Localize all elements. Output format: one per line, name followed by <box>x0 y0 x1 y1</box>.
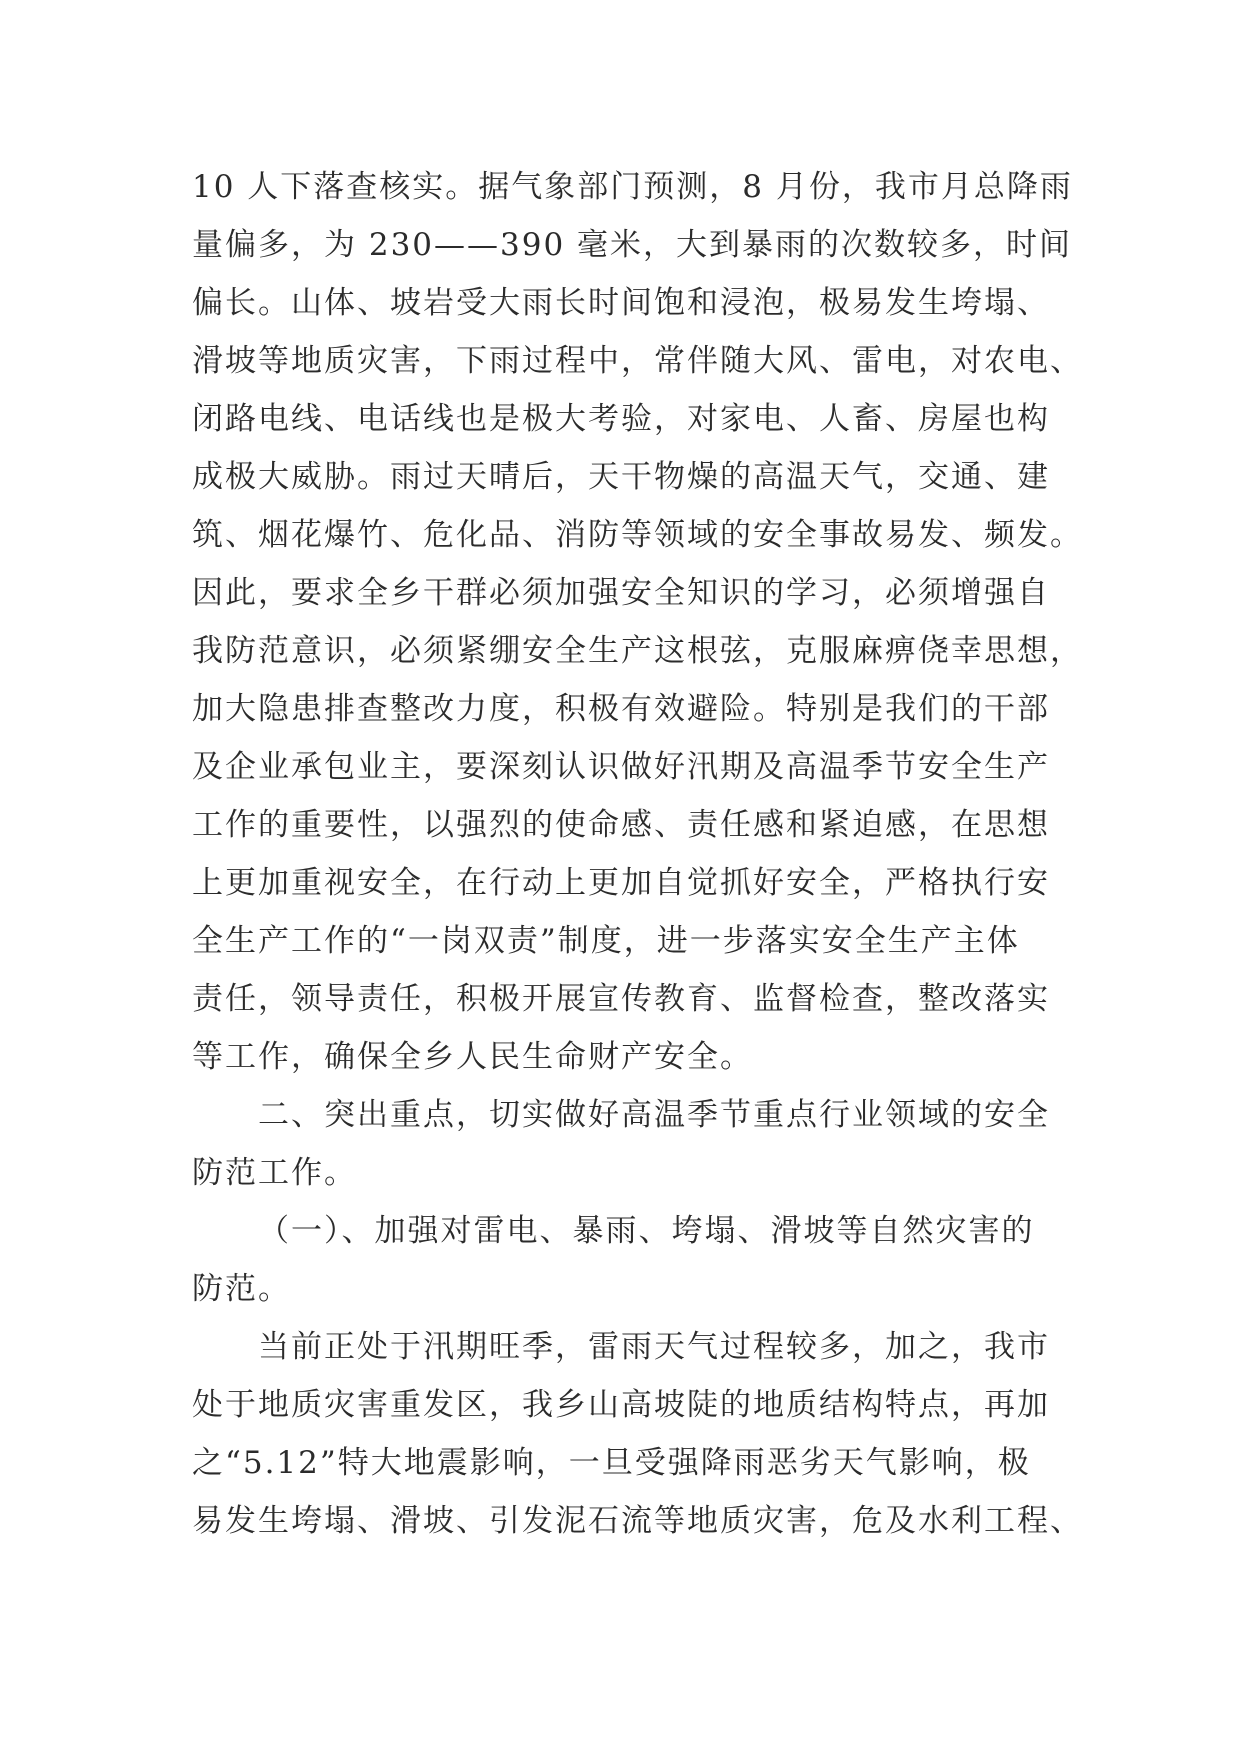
text-line: 上更加重视安全，在行动上更加自觉抓好安全，严格执行安 <box>192 865 1050 901</box>
text-line: 量偏多，为 230——390 毫米，大到暴雨的次数较多，时间 <box>192 227 1073 263</box>
body-text <box>192 158 1083 1550</box>
text-line: 因此，要求全乡干群必须加强安全知识的学习，必须增强自 <box>192 575 1050 611</box>
subsection-heading-line: （一）、加强对雷电、暴雨、垮塌、滑坡等自然灾害的 <box>258 1213 1035 1249</box>
text-line: 易发生垮塌、滑坡、引发泥石流等地质灾害，危及水利工程、 <box>192 1503 1083 1539</box>
text-line: 闭路电线、电话线也是极大考验，对家电、人畜、房屋也构 <box>192 401 1050 437</box>
subsection-heading <box>192 1202 1050 1318</box>
text-line: 加大隐患排查整改力度，积极有效避险。特别是我们的干部 <box>192 691 1050 727</box>
text-line: 成极大威胁。雨过天晴后，天干物燥的高温天气，交通、建 <box>192 459 1050 495</box>
paragraph-flood-season <box>192 1318 1083 1550</box>
subsection-heading-line: 防范。 <box>192 1271 291 1307</box>
text-line: 全生产工作的“一岗双责”制度，进一步落实安全生产主体 <box>192 923 1020 959</box>
section-heading <box>192 1086 1050 1202</box>
text-line: 滑坡等地质灾害，下雨过程中，常伴随大风、雷电，对农电、 <box>192 343 1083 379</box>
text-line: 我防范意识，必须紧绷安全生产这根弦，克服麻痹侥幸思想， <box>192 633 1083 669</box>
text-line: 工作的重要性，以强烈的使命感、责任感和紧迫感，在思想 <box>192 807 1050 843</box>
text-line: 及企业承包业主，要深刻认识做好汛期及高温季节安全生产 <box>192 749 1050 785</box>
text-line: 等工作，确保全乡人民生命财产安全。 <box>192 1039 753 1075</box>
section-heading-line: 防范工作。 <box>192 1155 357 1191</box>
section-heading-line: 二、突出重点，切实做好高温季节重点行业领域的安全 <box>258 1097 1050 1133</box>
text-line: 责任，领导责任，积极开展宣传教育、监督检查，整改落实 <box>192 981 1050 1017</box>
text-line: 偏长。山体、坡岩受大雨长时间饱和浸泡，极易发生垮塌、 <box>192 285 1050 321</box>
text-line: 筑、烟花爆竹、危化品、消防等领域的安全事故易发、频发。 <box>192 517 1083 553</box>
text-line: 之“5.12”特大地震影响，一旦受强降雨恶劣天气影响，极 <box>192 1445 1031 1481</box>
text-line: 处于地质灾害重发区，我乡山高坡陡的地质结构特点，再加 <box>192 1387 1050 1423</box>
text-line: 当前正处于汛期旺季，雷雨天气过程较多，加之，我市 <box>258 1329 1050 1365</box>
paragraph-intro <box>192 158 1083 1086</box>
text-line: 10 人下落查核实。据气象部门预测，8 月份，我市月总降雨 <box>192 169 1073 205</box>
